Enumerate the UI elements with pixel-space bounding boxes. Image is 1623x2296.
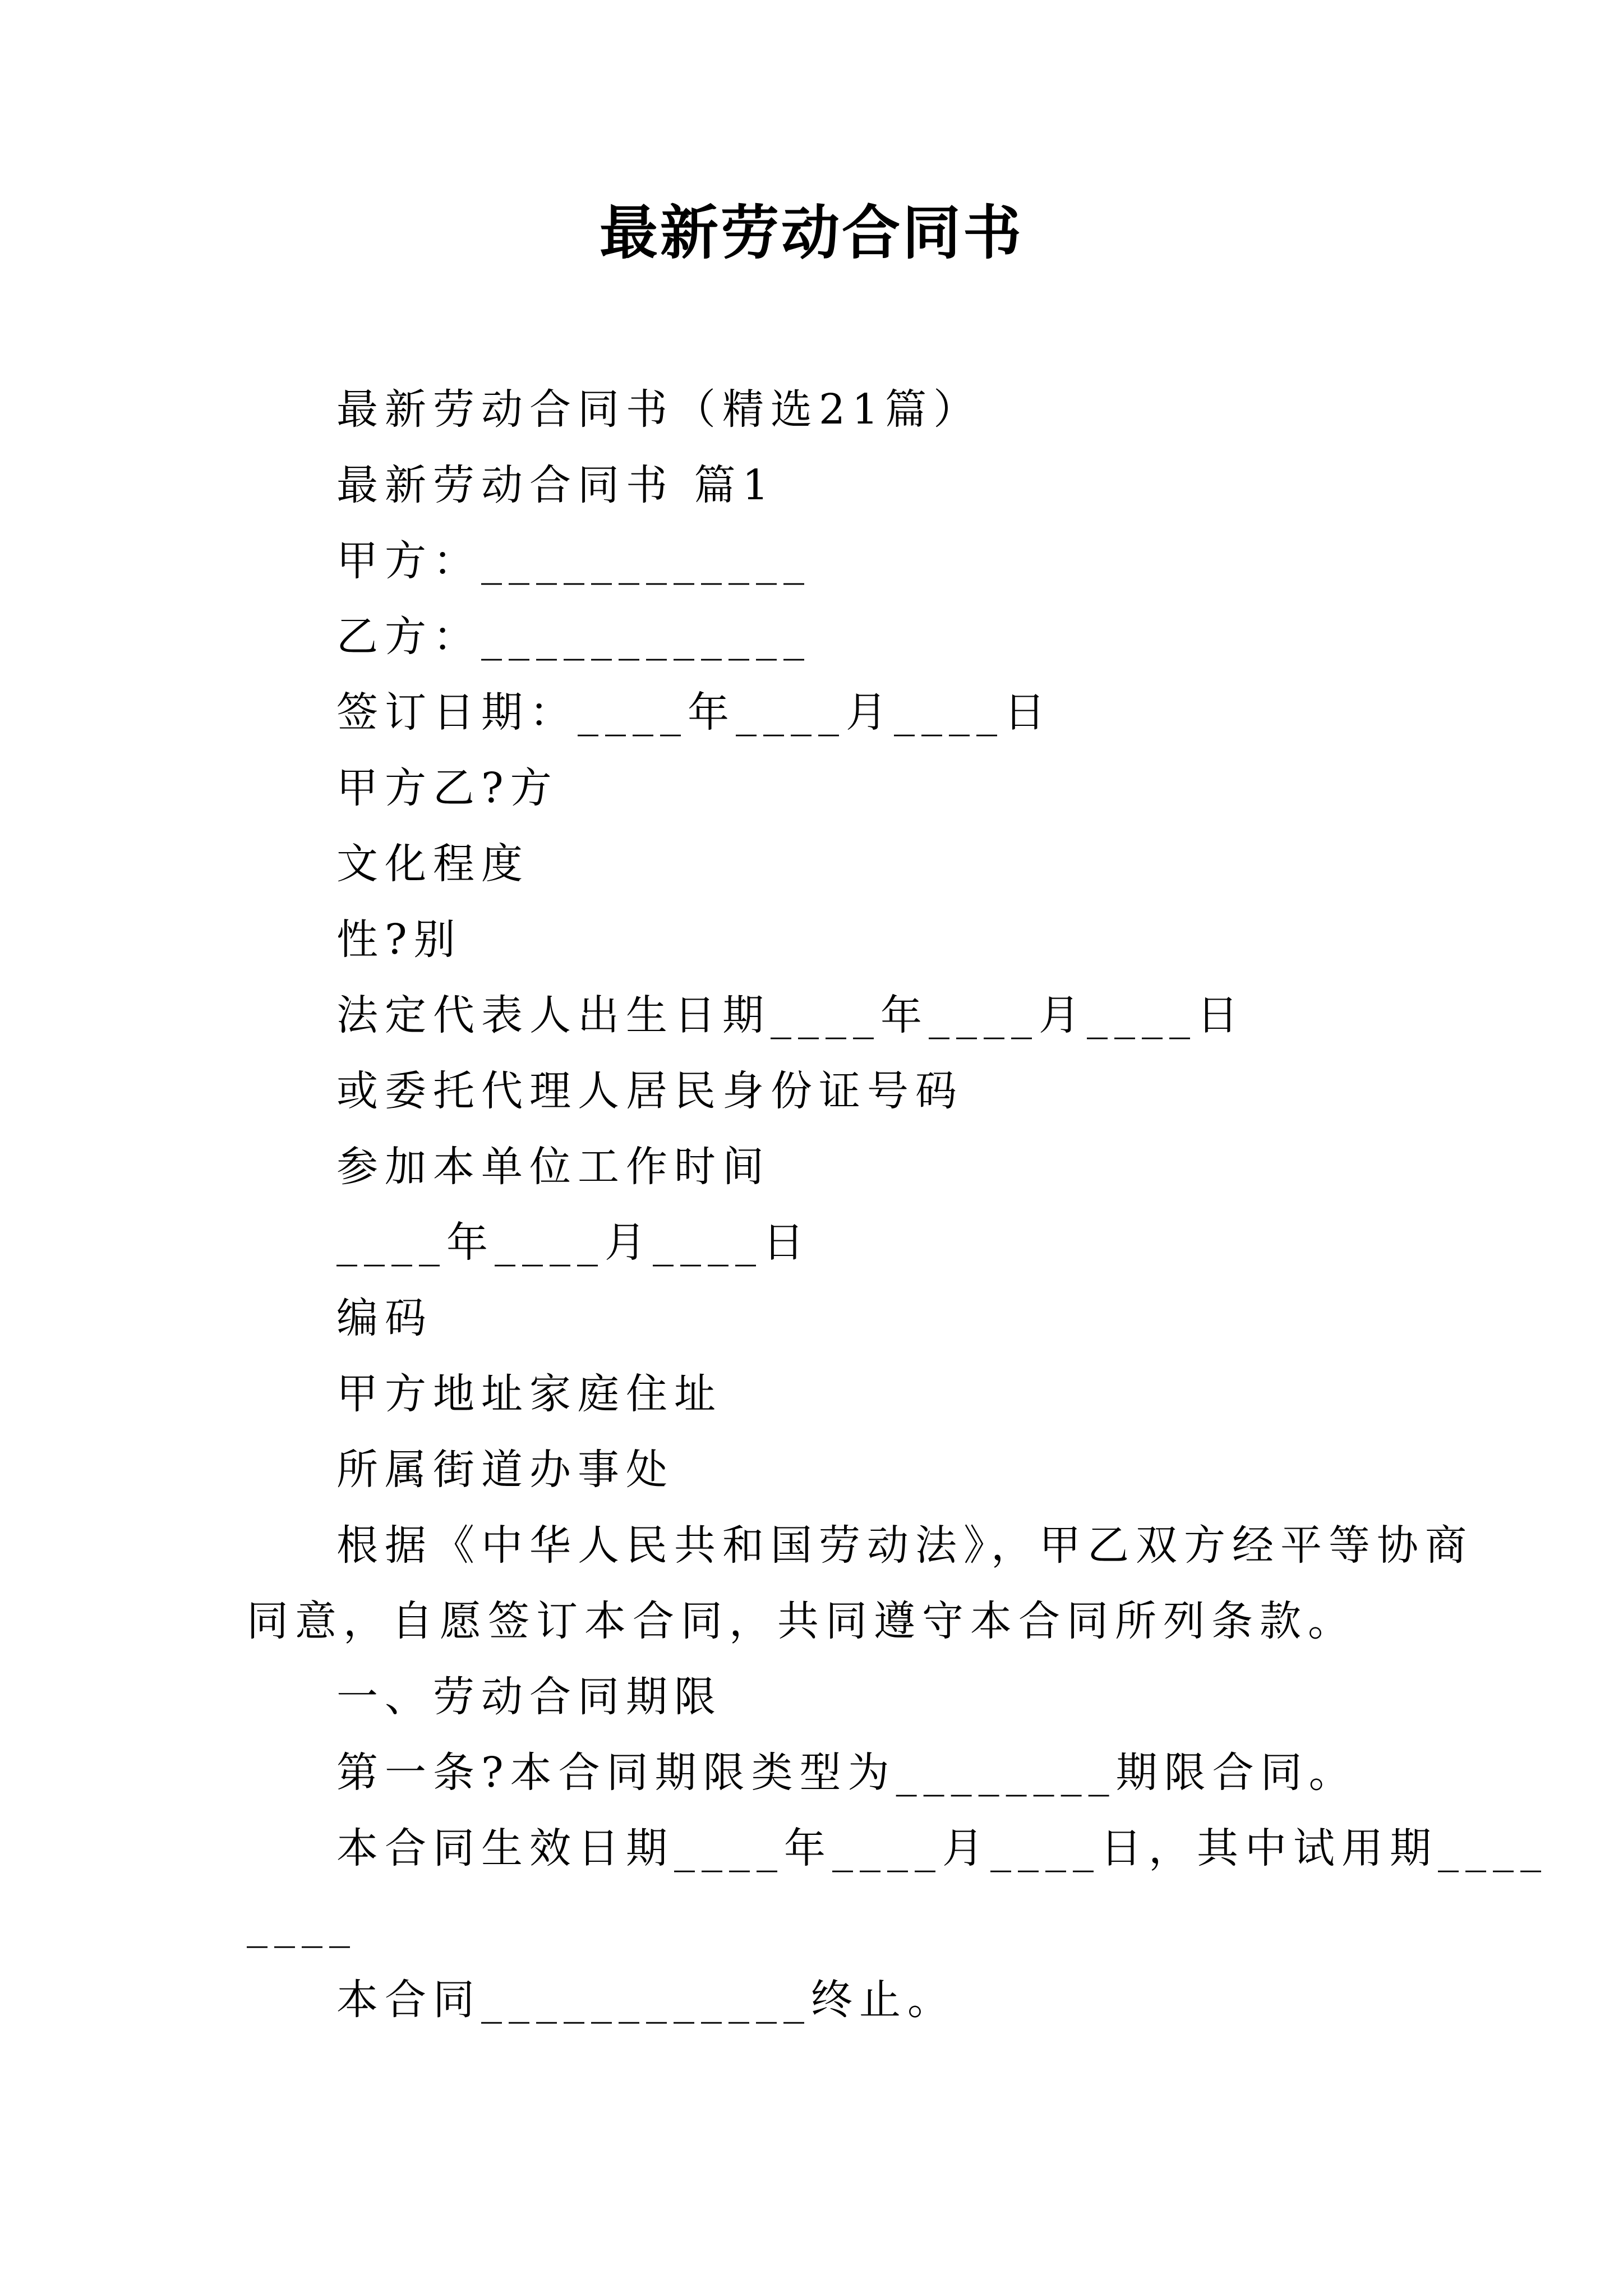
document-title: 最新劳动合同书 [599,198,1023,267]
party-a-line: 甲方：____________ [336,537,811,585]
party-b-line: 乙方：____________ [336,613,811,661]
signing-date-line: 签订日期：____年____月____日 [336,688,1052,737]
paragraph-line: 根据《中华人民共和国劳动法》，甲乙双方经平等协商 [336,1521,1473,1570]
section-heading: 最新劳动合同书 篇1 [336,461,776,509]
termination-line: 本合同____________终止。 [336,1976,956,2024]
text-line: 参加本单位工作时间 [336,1143,771,1191]
text-line: 甲方地址家庭住址 [336,1370,722,1418]
text-line: 甲方乙?方 [336,764,559,812]
blank-line: ____ [247,1900,357,1948]
text-line: 所属街道办事处 [336,1446,674,1494]
text-line: 或委托代理人居民身份证号码 [336,1067,963,1115]
section-heading: 一、劳动合同期限 [336,1673,722,1721]
birth-date-line: 法定代表人出生日期____年____月____日 [336,991,1245,1039]
date-blank-line: ____年____月____日 [336,1218,811,1267]
paragraph-line: 同意，自愿签订本合同，共同遵守本合同所列条款。 [247,1597,1356,1645]
subtitle-line: 最新劳动合同书（精选21篇） [336,385,982,434]
text-line: 文化程度 [336,840,529,888]
article-line: 第一条?本合同期限类型为________期限合同。 [336,1749,1357,1797]
text-line: 编码 [336,1294,433,1342]
text-line: 性?别 [336,915,462,964]
effective-date-line: 本合同生效日期____年____月____日，其中试用期____ [336,1824,1548,1872]
